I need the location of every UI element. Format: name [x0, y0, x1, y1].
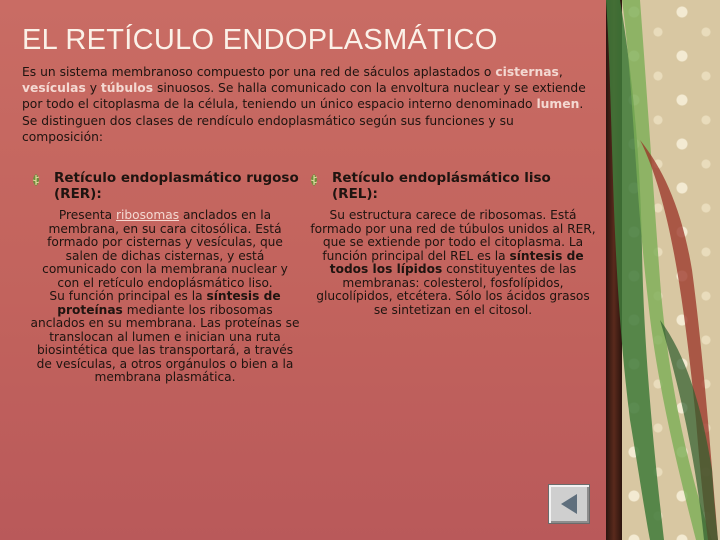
rer-p1-after: anclados en la membrana, en su cara citosólica. Está formado por cisternas y vesículas, que salen de dichas cisternas, y está comunicado con la membrana nuclear y con el retículo endoplásmático liso. [42, 208, 288, 290]
rer-paragraph-1 [30, 209, 300, 290]
intro-paragraph [22, 64, 598, 145]
green-leaf-decoration [600, 0, 720, 540]
intro-text-2: , [558, 65, 563, 79]
intro-text-1: Es un sistema membranoso compuesto por una red de sáculos aplastados o [22, 65, 496, 79]
keyword-vesiculas: vesículas [22, 81, 86, 96]
back-arrow-icon [557, 492, 581, 516]
rer-p1-before: Presenta [58, 208, 116, 222]
rel-paragraph-1 [308, 209, 598, 317]
rer-bullet-row [30, 170, 300, 202]
keyword-tubulos: túbulos [100, 81, 154, 96]
rel-heading: Retículo endoplásmático liso (REL): [332, 170, 551, 202]
intro-text-4: sinuosos. Se halla comunicado con la envoltura nuclear y se extiende por todo el citoplasma de la célula, teniendo un único espacio interno denominado [22, 81, 586, 112]
rer-p2-after: mediante los ribosomas anclados en su membrana. Las proteínas se translocan al lumen e inician una ruta biosintética que las transportará, a través de vesículas, a otros orgánulos o bien a la membrana plasmática. [30, 302, 300, 384]
intro-text-3: y [85, 81, 101, 96]
rel-p1-bold: síntesis de todos los lípidos [329, 248, 584, 276]
rer-heading: Retículo endoplasmático rugoso (RER): [54, 170, 299, 202]
rer-paragraph-2 [30, 290, 300, 385]
rer-p2-before: Su función principal es la [49, 289, 207, 303]
keyword-lumen: lumen [536, 97, 580, 112]
rel-column [308, 170, 598, 317]
rel-p1-before: Su estructura carece de ribosomas. Está formado por una red de túbulos unidos al RER, que se extiende por todo el citoplasma. La función principal del REL es la [310, 208, 596, 263]
slide-title: EL RETÍCULO ENDOPLASMÁTICO [22, 24, 498, 56]
rel-p1-after: constituyentes de las membranas: colesterol, fosfolípidos, glucolípidos, etcétera. Sólo los ácidos grasos se sintetizan en el citosol. [316, 262, 590, 317]
rel-bullet-row [308, 170, 598, 202]
leaf-bullet-icon [308, 174, 320, 186]
rer-p2-bold: síntesis de proteínas [57, 289, 281, 317]
back-button[interactable] [548, 484, 590, 524]
ribosomas-link[interactable]: ribosomas [115, 208, 180, 222]
rer-body [30, 209, 300, 385]
leaf-bullet-icon [30, 174, 42, 186]
keyword-cisternas: cisternas [495, 65, 559, 79]
rel-body [308, 209, 598, 317]
rer-column [30, 170, 300, 385]
intro-text-5: . Se distinguen dos clases de rendículo endoplasmático según sus funciones y su composición: [22, 97, 584, 144]
